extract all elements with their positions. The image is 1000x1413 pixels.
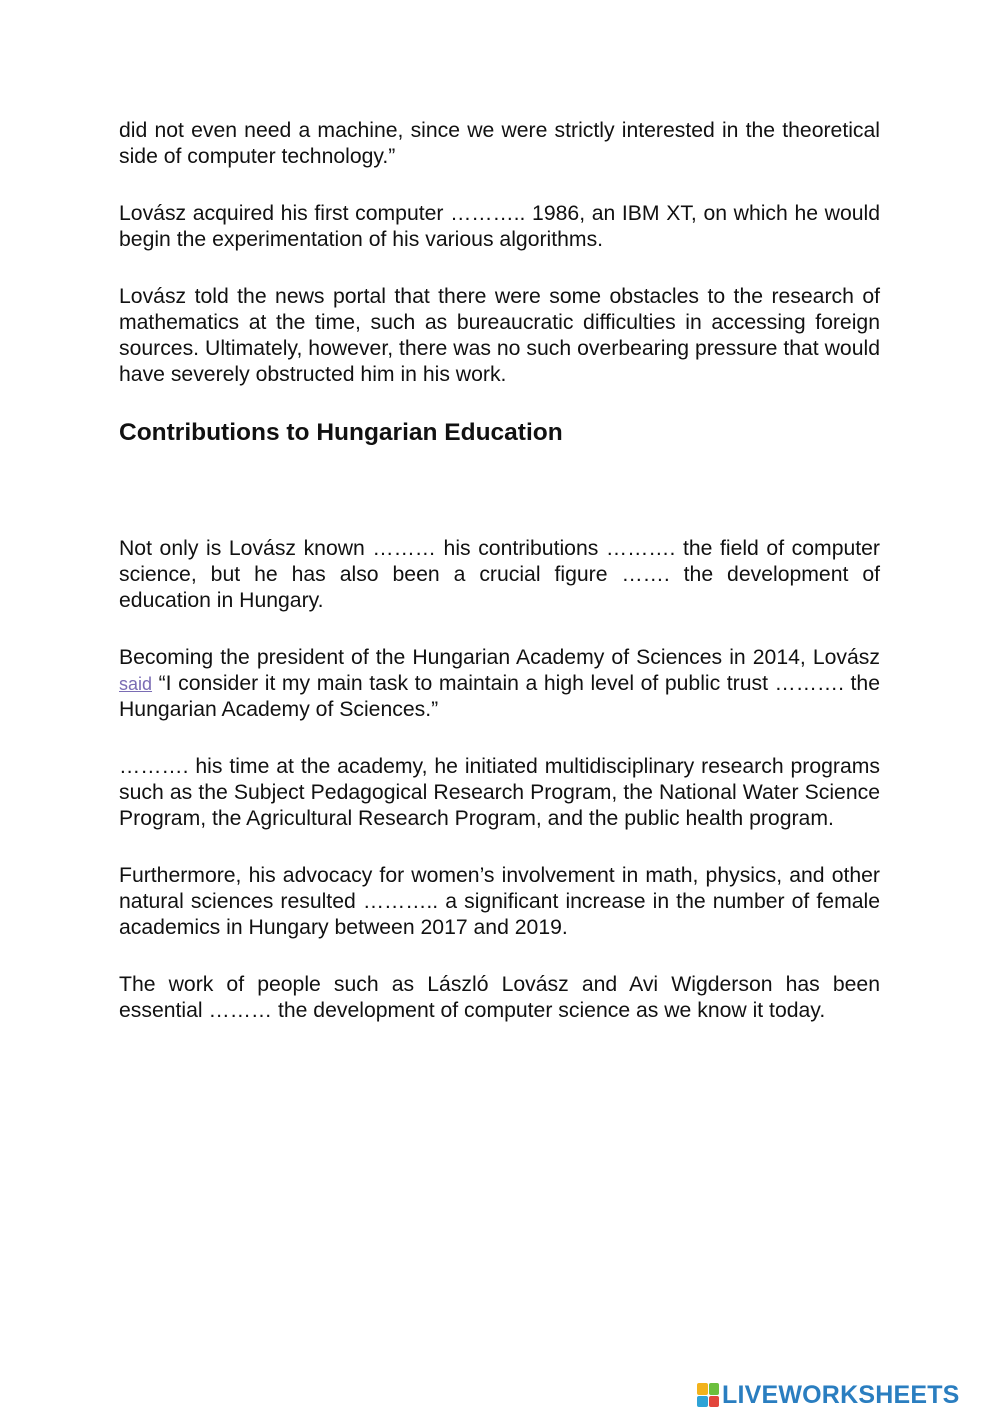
liveworksheets-logo-icon xyxy=(697,1383,719,1407)
paragraph-women-advocacy: Furthermore, his advocacy for women’s involvement in math, physics, and other natural sciences resulted ……….. a significant increase in the number of female academics in Hungary between 2017 and 2019. xyxy=(119,864,880,939)
said-link[interactable]: said xyxy=(119,674,153,694)
logo-square-red xyxy=(709,1396,720,1408)
paragraph-machine-quote: did not even need a machine, since we were strictly interested in the theoretical side of computer technology.” xyxy=(119,119,880,168)
paragraph-first-computer: Lovász acquired his first computer ……….. 1986, an IBM XT, on which he would begin the experimentation of his various algorithms. xyxy=(119,202,880,251)
president-text-start: Becoming the president of the Hungarian Academy of Sciences in 2014, Lovász xyxy=(119,646,880,669)
logo-square-green xyxy=(709,1383,720,1395)
spacer xyxy=(119,448,880,536)
section-heading: Contributions to Hungarian Education xyxy=(119,419,563,446)
paragraph-president xyxy=(119,645,880,723)
document-page xyxy=(119,118,880,1024)
logo-text: LIVEWORKSHEETS xyxy=(722,1380,960,1409)
logo-square-blue xyxy=(697,1396,708,1408)
paragraph-academy-programs: ………. his time at the academy, he initiated multidisciplinary research programs such as the Subject Pedagogical Research Program, the National Water Science Program, the Agricultural Research Program, and the public health program. xyxy=(119,755,880,830)
paragraph-contributions: Not only is Lovász known ……… his contributions ………. the field of computer science, but he has also been a crucial figure ……. the development of education in Hungary. xyxy=(119,537,880,612)
paragraph-conclusion: The work of people such as László Lovász and Avi Wigderson has been essential ……… the development of computer science as we know it today. xyxy=(119,973,880,1022)
president-text-end: “I consider it my main task to maintain a high level of public trust ………. the Hungarian Academy of Sciences.” xyxy=(119,672,880,721)
liveworksheets-logo[interactable] xyxy=(697,1378,960,1412)
paragraph-obstacles: Lovász told the news portal that there were some obstacles to the research of mathematics at the time, such as bureaucratic difficulties in accessing foreign sources. Ultimately, however, there was no such overbearing pressure that would have severely obstructed him in his work. xyxy=(119,285,880,386)
logo-square-yellow xyxy=(697,1383,708,1395)
